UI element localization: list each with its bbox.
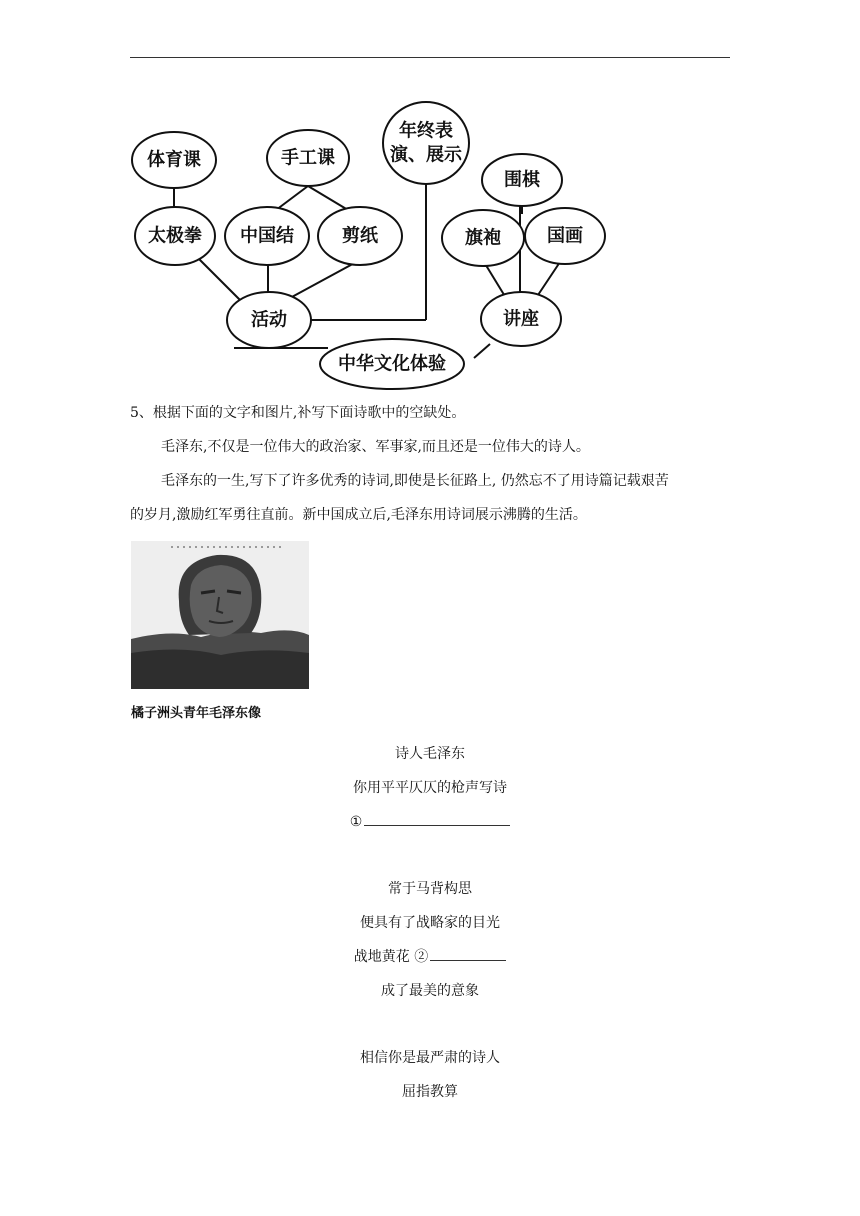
passage-paragraph-1: 毛泽东,不仅是一位伟大的政治家、军事家,而且还是一位伟大的诗人。 <box>161 439 590 455</box>
question-title: 5、根据下面的文字和图片,补写下面诗歌中的空缺处。 <box>130 405 466 421</box>
blank-1-marker: ① <box>349 814 363 830</box>
header-rule <box>130 57 730 58</box>
statue-photo <box>131 541 309 689</box>
label-weiqi: 围棋 <box>504 169 540 191</box>
poem-title: 诗人毛泽东 <box>395 746 465 762</box>
label-lecture: 讲座 <box>503 308 539 330</box>
label-show-line1: 年终表 <box>399 120 453 142</box>
label-craft: 手工课 <box>281 147 335 169</box>
label-qipao: 旗袍 <box>465 227 501 249</box>
blank-2-marker: ② <box>414 949 429 965</box>
poem-line-5 <box>230 946 630 966</box>
line-5-prefix: 战地黄花 <box>353 949 415 965</box>
label-chinese-painting: 国画 <box>547 225 583 247</box>
label-paper-cutting: 剪纸 <box>342 225 378 247</box>
poem-line-4: 便具有了战略家的目光 <box>360 915 500 931</box>
poem-line-7: 相信你是最严肃的诗人 <box>360 1050 500 1066</box>
poem-line-8: 屈指教算 <box>402 1084 458 1100</box>
poem-line-3: 常于马背构思 <box>388 881 472 897</box>
label-taiji: 太极拳 <box>148 225 202 247</box>
answer-blank-2[interactable] <box>430 946 506 961</box>
label-show-line2: 演、展示 <box>390 144 462 166</box>
node-year-end-show <box>383 102 469 184</box>
culture-mind-map <box>124 102 583 392</box>
answer-blank-1[interactable] <box>364 811 510 826</box>
passage-paragraph-2-line-2: 的岁月,激励红军勇往直前。新中国成立后,毛泽东用诗词展示沸腾的生活。 <box>130 507 587 523</box>
photo-caption: 橘子洲头青年毛泽东像 <box>131 706 262 721</box>
passage-paragraph-2-line-1: 毛泽东的一生,写下了许多优秀的诗词,即使是长征路上, 仍然忘不了用诗篇记载艰苦 <box>161 473 669 489</box>
poem-blank-1 <box>230 811 630 830</box>
label-root: 中华文化体验 <box>338 353 446 375</box>
poem-line-1: 你用平平仄仄的枪声写诗 <box>353 780 507 796</box>
poem-line-6: 成了最美的意象 <box>381 983 479 999</box>
label-sports: 体育课 <box>147 149 201 171</box>
label-chinese-knot: 中国结 <box>240 225 294 247</box>
label-activity: 活动 <box>251 309 287 331</box>
